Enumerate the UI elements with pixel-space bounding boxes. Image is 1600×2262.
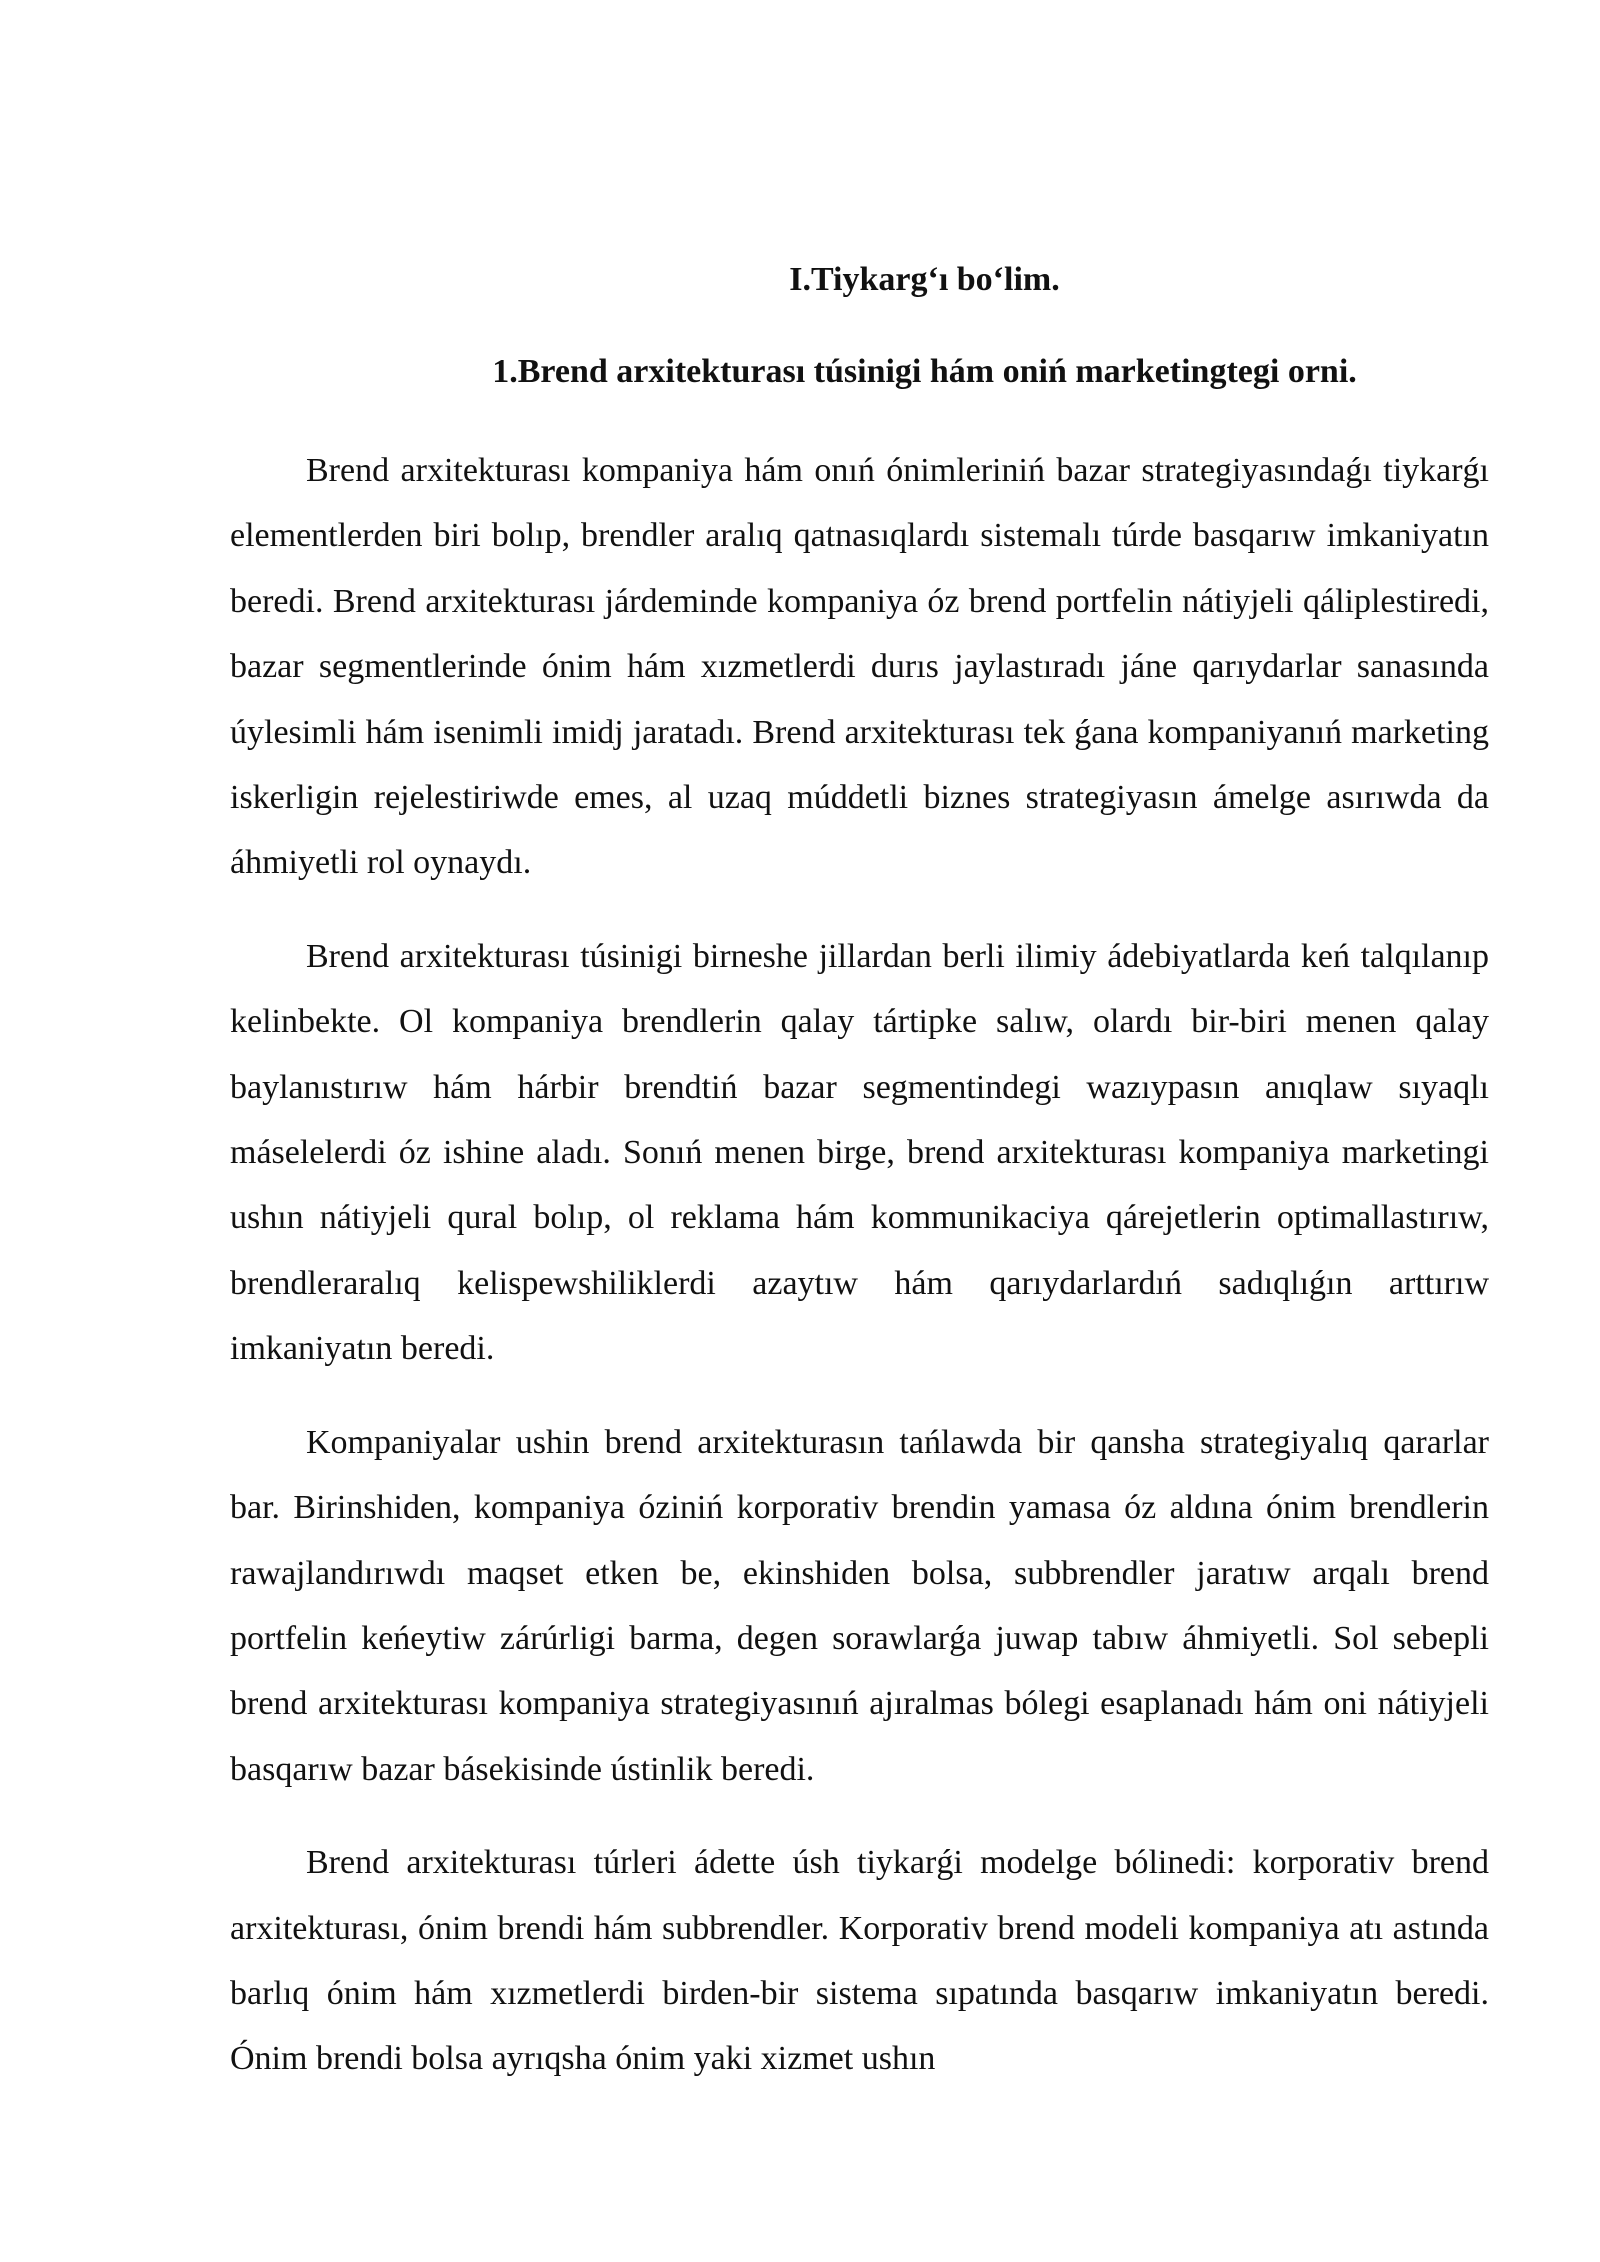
paragraph-2: Brend arxitekturası túsinigi birneshe jillardan berli ilimiy ádebiyatlarda keń talqılanıp kelinbekte. Ol kompaniya brendlerin qalay tártipke salıw, olardı bir-biri menen qalay baylanıstırıw hám hárbir brendtiń bazar segmentindegi wazıypasın anıqlaw sıyaqlı máselelerdi óz ishine aladı. Sonıń menen birge, brend arxitekturası kompaniya marketingi ushın nátiyjeli qural bolıp, ol reklama hám kommunikaciya qárejetlerin optimallastırıw, brendleraralıq kelispewshiliklerdi azaytıw hám qarıydarlardıń sadıqlıǵın arttırıw imkaniyatın beredi.: [230, 937, 1489, 1368]
document-body: [230, 258, 1489, 2092]
paragraph-4: Brend arxitekturası túrleri ádette úsh tiykarǵi modelge bólinedi: korporativ brend arxitekturası, ónim brendi hám subbrendler. Korporativ brend modeli kompaniya atı astında barlıq ónim hám xızmetlerdi birden-bir sistema sıpatında basqarıw imkaniyatın beredi. Ónim brendi bolsa ayrıqsha ónim yaki xizmet ushın: [230, 1844, 1489, 2078]
paragraph-1: Brend arxitekturası kompaniya hám onıń ónimleriniń bazar strategiyasındaǵı tiykarǵı elementlerden biri bolıp, brendler aralıq qatnasıqlardı sistemalı túrde basqarıw imkaniyatın beredi. Brend arxitekturası járdeminde kompaniya óz brend portfelin nátiyjeli qáliplestiredi, bazar segmentlerinde ónim hám xızmetlerdi durıs jaylastıradı jáne qarıydarlar sanasında úylesimli hám isenimli imidj jaratadı. Brend arxitekturası tek ǵana kompaniyanıń marketing iskerligin rejelestiriwde emes, al uzaq múddetli biznes strategiyasın ámelge asırıwda da áhmiyetli rol oynaydı.: [230, 452, 1489, 882]
section-title: I.Tiykarg‘ı bo‘lim.: [789, 261, 1060, 298]
paragraph-3: Kompaniyalar ushin brend arxitekturasın tańlawda bir qansha strategiyalıq qararlar bar. Birinshiden, kompaniya óziniń korporativ brendin yamasa óz aldına ónim brendlerin rawajlandırıwdı maqset etken be, ekinshiden bolsa, subbrendler jaratıw arqalı brend portfelin keńeytiw zárúrligi barma, degen sorawlarǵa juwap tabıw áhmiyetli. Sol sebepli brend arxitekturası kompaniya strategiyasınıń ajıralmas bólegi esaplanadı hám oni nátiyjeli basqarıw bazar básekisinde ústinlik beredi.: [230, 1423, 1489, 1788]
chapter-title: 1.Brend arxitekturası túsinigi hám oniń marketingtegi orni.: [492, 353, 1357, 390]
